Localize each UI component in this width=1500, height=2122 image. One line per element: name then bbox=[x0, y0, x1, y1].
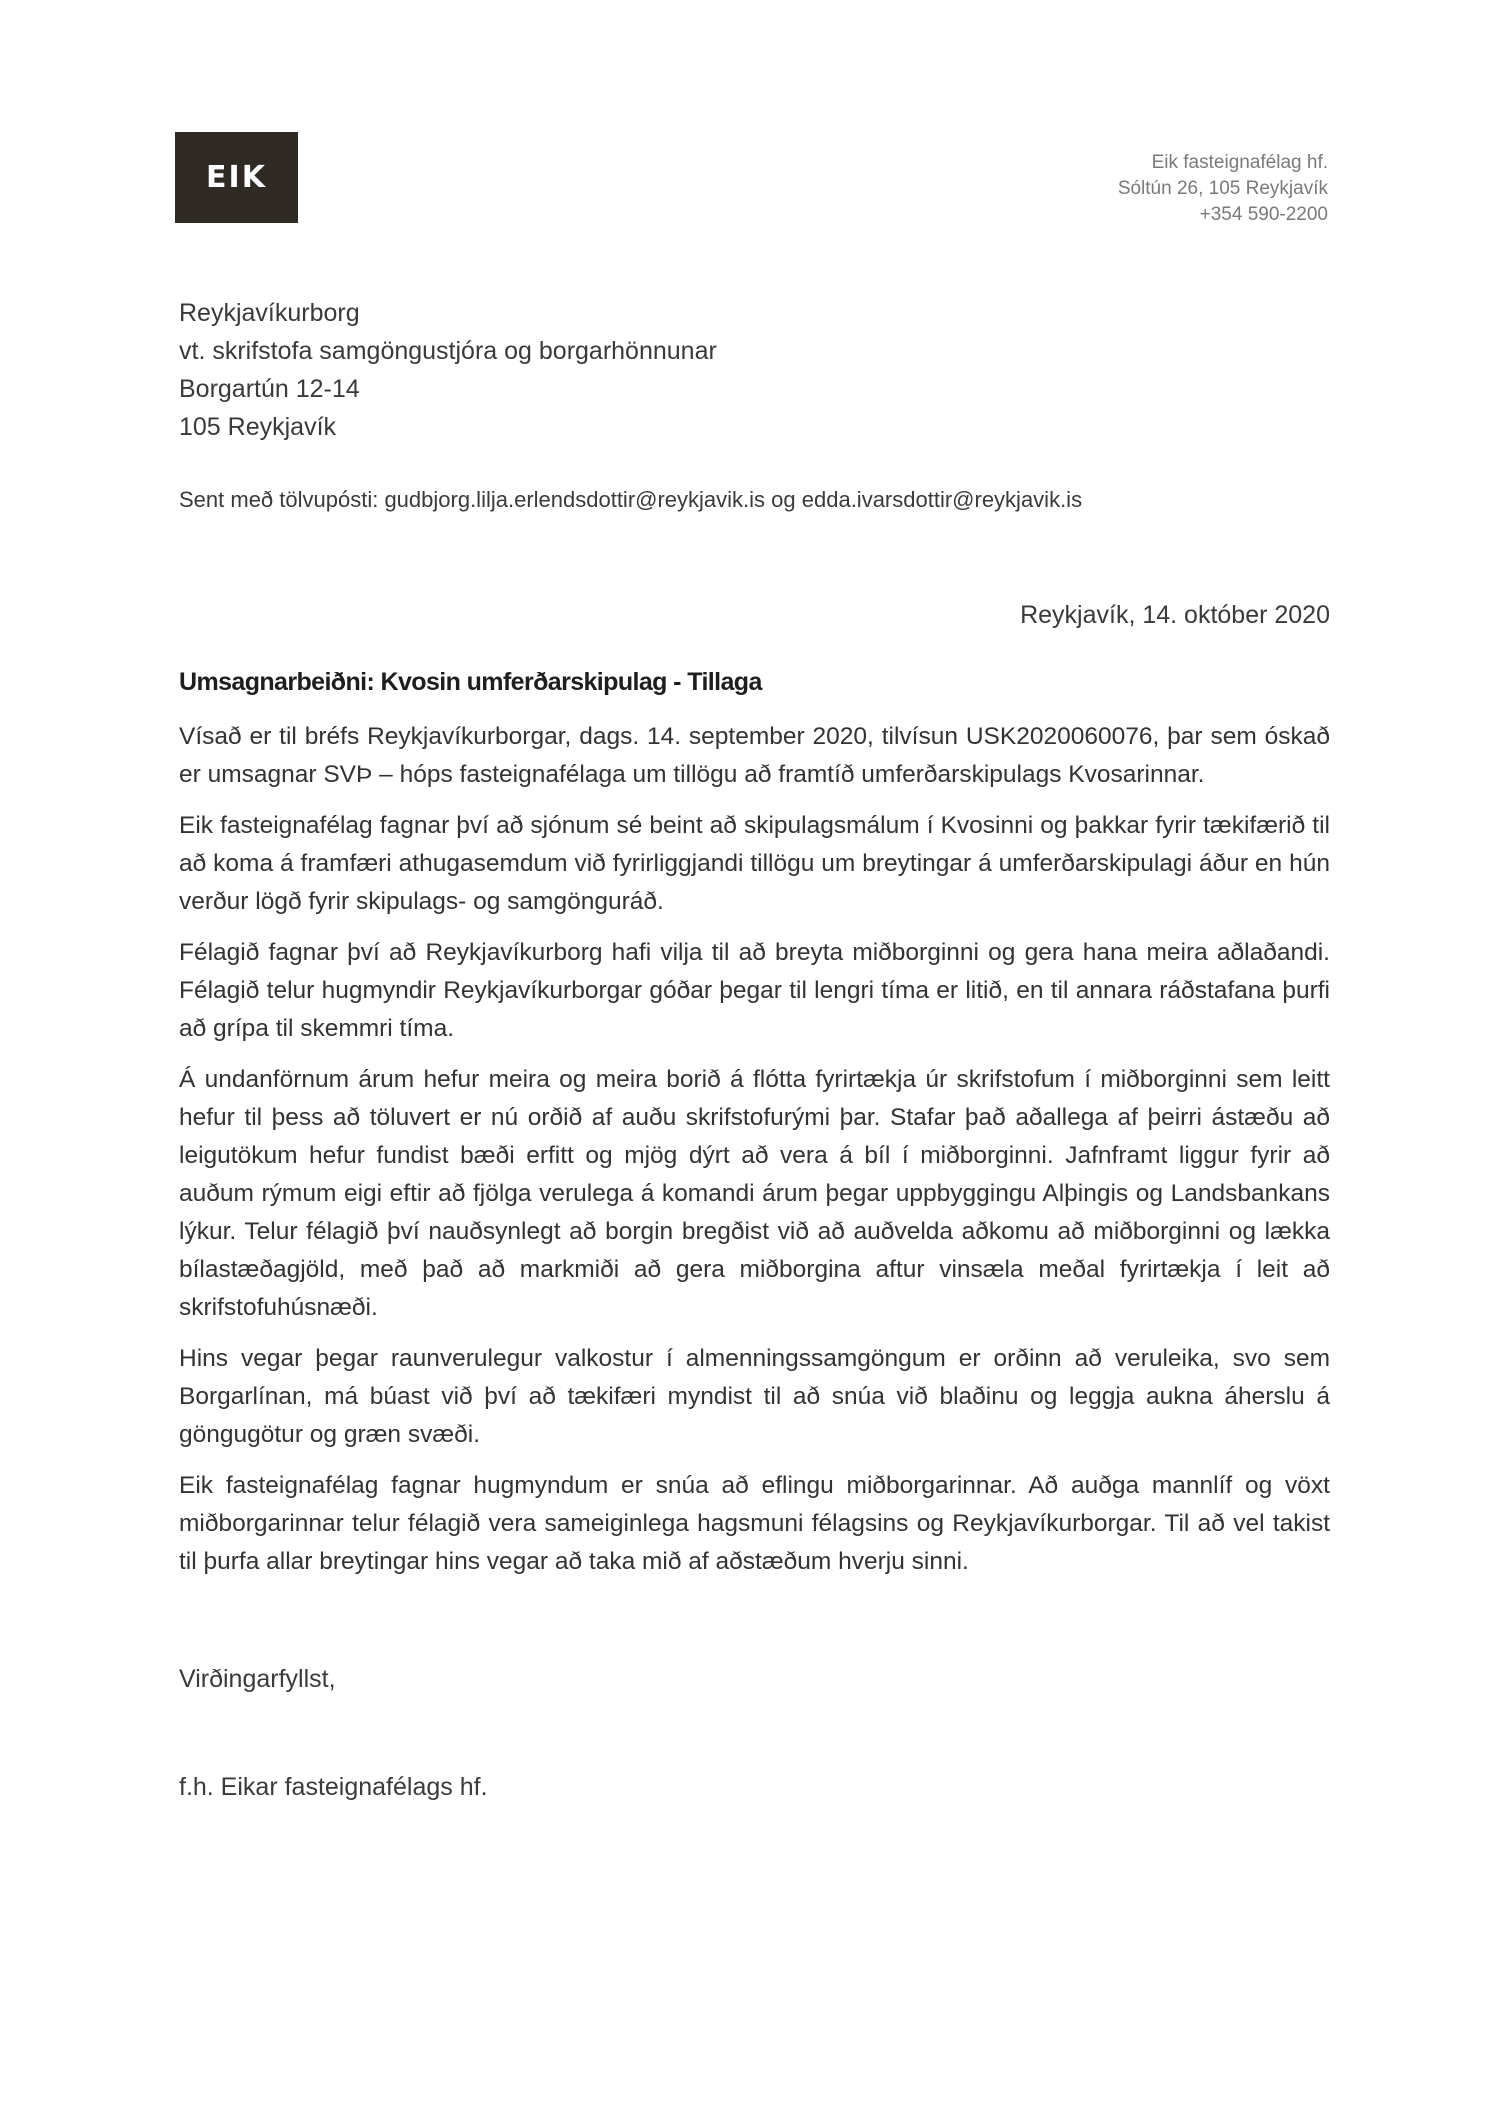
letter-body bbox=[179, 718, 1330, 1594]
recipient-line: vt. skrifstofa samgöngustjóra og borgarhönnunar bbox=[179, 337, 717, 365]
recipient-line: Reykjavíkurborg bbox=[179, 299, 360, 327]
body-paragraph: Eik fasteignafélag fagnar því að sjónum sé beint að skipulagsmálum í Kvosinni og þakkar fyrir tækifærið til að koma á framfæri athugasemdum við fyrirliggjandi tillögu um breytingar á umferðarskipulagi áður en hún verður lögð fyrir skipulags- og samgönguráð. bbox=[179, 812, 1330, 915]
sender-name: Eik fasteignafélag hf. bbox=[1151, 152, 1328, 173]
company-logo bbox=[175, 132, 298, 223]
sent-via-email-line: Sent með tölvupósti: gudbjorg.lilja.erlendsdottir@reykjavik.is og edda.ivarsdottir@reykjavik.is bbox=[179, 487, 1083, 512]
recipient-line: 105 Reykjavík bbox=[179, 413, 337, 441]
letter-date: Reykjavík, 14. október 2020 bbox=[1020, 601, 1330, 629]
logo-text: EIK bbox=[206, 160, 267, 195]
recipient-block bbox=[179, 294, 717, 446]
sender-phone: +354 590-2200 bbox=[1199, 204, 1328, 225]
closing-salutation: Virðingarfyllst, bbox=[179, 1665, 336, 1693]
body-paragraph: Á undanförnum árum hefur meira og meira borið á flótta fyrirtækja úr skrifstofum í miðborginni sem leitt hefur til þess að töluvert er nú orðið af auðu skrifstofurými þar. Stafar það aðallega af þeirri ástæðu að leigutökum hefur fundist bæði erfitt og mjög dýrt að vera á bíl í miðborginni. Jafnframt liggur fyrir að auðum rýmum eigi eftir að fjölga verulega á komandi árum þegar uppbyggingu Alþingis og Landsbankans lýkur. Telur félagið því nauðsynlegt að borgin bregðist við að auðvelda aðkomu að miðborginni og lækka bílastæðagjöld, með það að markmiði að gera miðborgina aftur vinsæla meðal fyrirtækja í leit að skrifstofuhúsnæði. bbox=[179, 1066, 1330, 1321]
body-paragraph: Vísað er til bréfs Reykjavíkurborgar, dags. 14. september 2020, tilvísun USK2020060076, þar sem óskað er umsagnar SVÞ – hóps fasteignafélaga um tillögu að framtíð umferðarskipulags Kvosarinnar. bbox=[179, 723, 1330, 788]
sender-block bbox=[1118, 150, 1328, 228]
body-paragraph: Hins vegar þegar raunverulegur valkostur í almenningssamgöngum er orðinn að veruleika, svo sem Borgarlínan, má búast við því að tækifæri myndist til að snúa við blaðinu og leggja aukna áherslu á göngugötur og græn svæði. bbox=[179, 1345, 1330, 1448]
letter-subject: Umsagnarbeiðni: Kvosin umferðarskipulag - Tillaga bbox=[179, 668, 762, 696]
signature-line: f.h. Eikar fasteignafélags hf. bbox=[179, 1773, 488, 1801]
sender-address: Sóltún 26, 105 Reykjavík bbox=[1117, 178, 1328, 199]
recipient-line: Borgartún 12-14 bbox=[179, 375, 360, 403]
body-paragraph: Eik fasteignafélag fagnar hugmyndum er snúa að eflingu miðborgarinnar. Að auðga mannlíf og vöxt miðborgarinnar telur félagið vera sameiginlega hagsmuni félagsins og Reykjavíkurborgar. Til að vel takist til þurfa allar breytingar hins vegar að taka mið af aðstæðum hverju sinni. bbox=[179, 1472, 1330, 1575]
body-paragraph: Félagið fagnar því að Reykjavíkurborg hafi vilja til að breyta miðborginni og gera hana meira aðlaðandi. Félagið telur hugmyndir Reykjavíkurborgar góðar þegar til lengri tíma er litið, en til annara ráðstafana þurfi að grípa til skemmri tíma. bbox=[179, 939, 1330, 1042]
